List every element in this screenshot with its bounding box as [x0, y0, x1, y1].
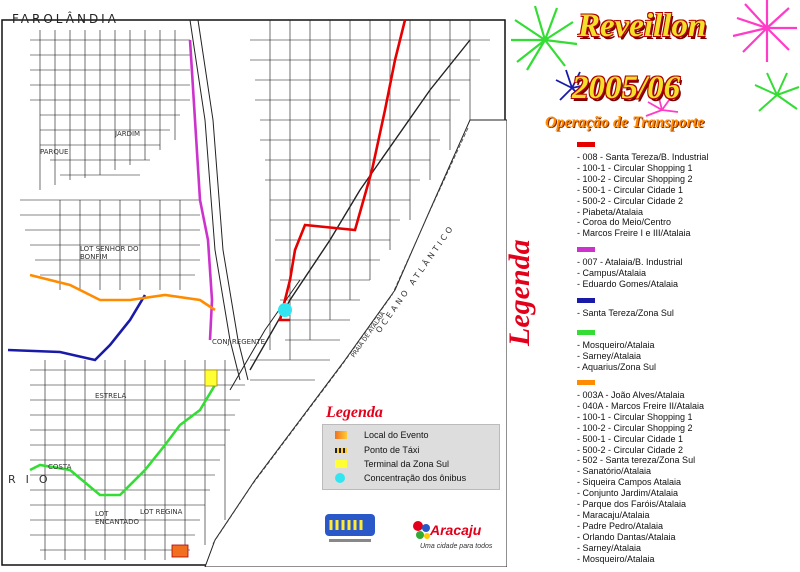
route-item: - Piabeta/Atalaia: [577, 206, 644, 217]
legend-group-red: [577, 142, 708, 239]
map-legend-title: Legenda: [326, 404, 383, 421]
label-rio: RIO: [8, 473, 58, 486]
route-item: - 100-1 - Circular Shopping 1: [577, 411, 693, 422]
legend-group-green: [577, 330, 656, 373]
magenta-route-swatch: [577, 247, 595, 252]
route-item: - 040A - Marcos Freire II/Atalaia: [577, 400, 705, 411]
route-item: - 003A - João Alves/Atalaia: [577, 390, 685, 400]
route-item: - Maracaju/Atalaia: [577, 509, 650, 520]
route-item: - 500-2 - Circular Cidade 2: [577, 444, 684, 455]
label-lot-senhor: LOT SENHOR DO BONFIM: [80, 245, 139, 261]
label-lot-encantado: LOT ENCANTADO: [95, 510, 139, 526]
label-oceano: OCEANO ATLÂNTICO: [374, 222, 457, 335]
legend-group-blue: [577, 298, 674, 319]
label-lot-regina: LOT REGINA: [140, 508, 183, 516]
route-item: - Orlando Dantas/Atalaia: [577, 531, 676, 542]
aracaju-logo: [410, 510, 500, 555]
route-item: - 100-1 - Circular Shopping 1: [577, 162, 693, 173]
route-item: - Eduardo Gomes/Atalaia: [577, 278, 679, 289]
route-item: - Sarney/Atalaia: [577, 542, 642, 553]
route-item: - Campus/Atalaia: [577, 267, 647, 278]
route-item: - Padre Pedro/Atalaia: [577, 520, 664, 531]
terminal-marker: [205, 370, 217, 386]
route-item: - Sarney/Atalaia: [577, 350, 642, 361]
route-item: - 007 - Atalaia/B. Industrial: [577, 257, 683, 267]
event-marker: [172, 545, 188, 557]
map-legend-bus-label: Concentração dos ônibus: [364, 473, 467, 483]
title-year: 2005/06: [572, 70, 681, 106]
route-item: - Parque dos Faróis/Atalaia: [577, 499, 687, 510]
taxi-symbol-icon: [335, 448, 347, 453]
legend-vertical-title: Legenda: [503, 239, 536, 346]
orange-route-swatch: [577, 380, 595, 385]
map-legend-taxi-row: [335, 444, 419, 456]
map-legend-bus-row: [335, 472, 466, 484]
route-item: - Mosqueiro/Atalaia: [577, 553, 655, 564]
label-parque: PARQUE: [40, 148, 69, 156]
route-item: - Marcos Freire I e III/Atalaia: [577, 228, 691, 239]
route-item: - 502 - Santa tereza/Zona Sul: [577, 455, 696, 466]
route-item: - 500-1 - Circular Cidade 1: [577, 184, 684, 195]
label-jardim: JARDIM: [115, 130, 141, 138]
blue-route-swatch: [577, 298, 595, 303]
smtt-logo: [321, 510, 379, 548]
aracaju-logo-tagline: Uma cidade para todos: [420, 543, 493, 550]
map-legend-box: [322, 424, 500, 490]
bus-symbol-icon: [335, 473, 345, 483]
route-item: - 500-2 - Circular Cidade 2: [577, 195, 684, 206]
map-legend-taxi-label: Ponto de Táxi: [364, 445, 420, 455]
route-item: - 100-2 - Circular Shopping 2: [577, 173, 693, 184]
label-conj-regente: CONJ REGENTE: [212, 338, 265, 346]
map-legend-event-row: [335, 429, 429, 441]
map-legend-event-label: Local do Evento: [364, 430, 429, 440]
route-item: - Aquarius/Zona Sul: [577, 361, 657, 372]
label-costa: COSTA: [48, 463, 72, 471]
route-item: - Conjunto Jardim/Atalaia: [577, 488, 679, 499]
map-legend-terminal-row: [335, 458, 449, 470]
event-symbol-icon: [335, 431, 347, 439]
label-estrela: ESTRELA: [95, 392, 127, 400]
route-item: - Santa Tereza/Zona Sul: [577, 308, 674, 318]
bus-concentration-marker: [278, 303, 292, 317]
route-item: - 500-1 - Circular Cidade 1: [577, 433, 684, 444]
route-item: - Siqueira Campos Atalaia: [577, 477, 682, 488]
route-item: - Coroa do Meio/Centro: [577, 217, 672, 228]
subtitle-transport: Operação de Transporte: [545, 114, 705, 131]
route-item: - 008 - Santa Tereza/B. Industrial: [577, 152, 709, 162]
map-region-title: FAROLÂNDIA: [12, 12, 119, 26]
red-route-swatch: [577, 142, 595, 147]
legend-group-orange: [577, 380, 704, 565]
legend-group-magenta: [577, 247, 683, 290]
route-item: - Mosqueiro/Atalaia: [577, 340, 655, 350]
aracaju-logo-name: Aracaju: [430, 522, 482, 538]
terminal-symbol-icon: [335, 460, 347, 468]
route-item: - Sanatório/Atalaia: [577, 466, 652, 477]
green-route-swatch: [577, 330, 595, 335]
route-item: - 100-2 - Circular Shopping 2: [577, 422, 693, 433]
label-praia: PRAIA DE ATALAIA: [350, 310, 387, 360]
map-legend-terminal-label: Terminal da Zona Sul: [364, 459, 450, 469]
title-reveillon: Reveillon: [578, 8, 707, 44]
